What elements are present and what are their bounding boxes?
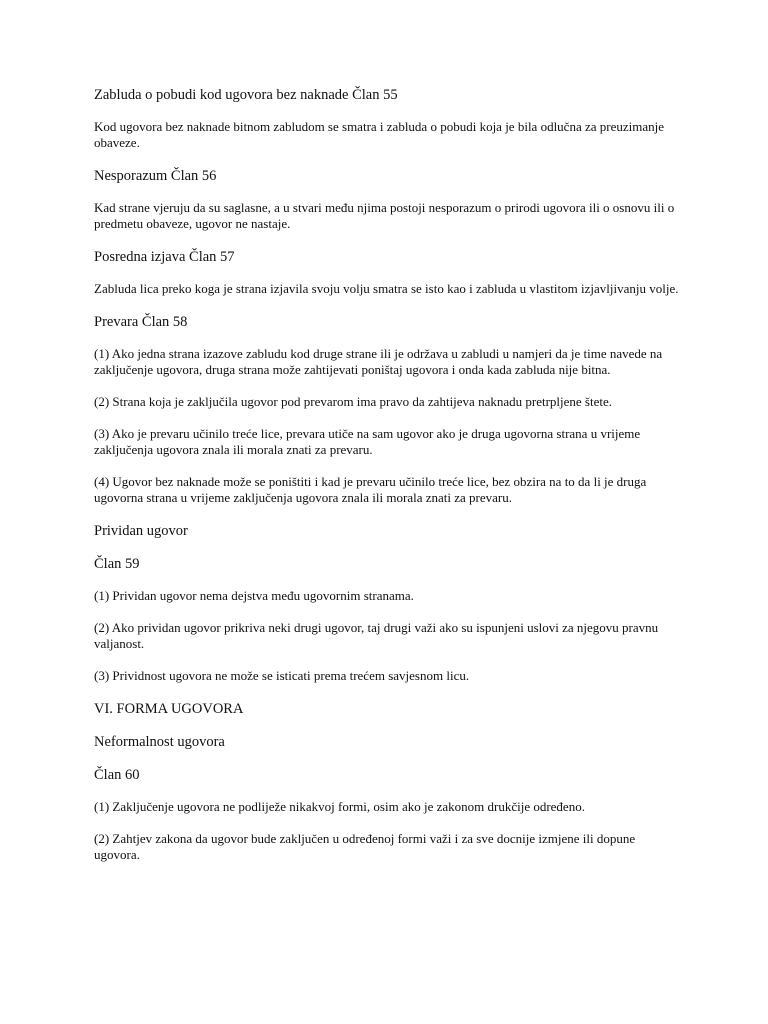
paragraph-clan-55: Kod ugovora bez naknade bitnom zabludom se smatra i zabluda o pobudi koja je bila odlučna za preuzimanje obaveze.	[94, 119, 665, 150]
paragraph-clan-59-3: (3) Prividnost ugovora ne može se isticati prema trećem savjesnom licu.	[94, 668, 470, 683]
paragraph-clan-58-1: (1) Ako jedna strana izazove zabludu kod druge strane ili je održava u zabludi u namjeri da je time navede na zaključenje ugovora, druga strana može zahtijevati poništaj ugovora i onda kada zabluda nije bitna.	[94, 346, 663, 377]
paragraph-clan-58-2: (2) Strana koja je zaključila ugovor pod prevarom ima pravo da zahtijeva naknadu pretrpljene štete.	[94, 394, 612, 409]
paragraph-clan-60-2: (2) Zahtjev zakona da ugovor bude zaključen u određenoj formi važi i za sve docnije izmjene ili dopune ugovora.	[94, 831, 636, 862]
heading-clan-58: Prevara Član 58	[94, 314, 188, 330]
paragraph-clan-58-4: (4) Ugovor bez naknade može se poništiti i kad je prevaru učinilo treće lice, bez obzira na to da li je druga ugovorna strana u vrijeme zaključenja ugovora znala ili morala znati za prevaru.	[94, 474, 647, 505]
heading-neformalnost-ugovora: Neformalnost ugovora	[94, 734, 225, 750]
heading-clan-57: Posredna izjava Član 57	[94, 249, 235, 265]
paragraph-clan-57: Zabluda lica preko koga je strana izjavila svoju volju smatra se isto kao i zabluda u vlastitom izjavljivanju volje.	[94, 281, 679, 296]
heading-clan-60: Član 60	[94, 767, 140, 783]
heading-clan-56: Nesporazum Član 56	[94, 168, 217, 184]
paragraph-clan-58-3: (3) Ako je prevaru učinilo treće lice, prevara utiče na sam ugovor ako je druga ugovorna strana u vrijeme zaključenja ugovora znala ili morala znati za prevaru.	[94, 426, 641, 457]
heading-clan-55: Zabluda o pobudi kod ugovora bez naknade Član 55	[94, 87, 398, 103]
heading-forma-ugovora: VI. FORMA UGOVORA	[94, 701, 244, 717]
paragraph-clan-59-2: (2) Ako prividan ugovor prikriva neki drugi ugovor, taj drugi važi ako su ispunjeni uslovi za njegovu pravnu valjanost.	[94, 620, 659, 651]
heading-clan-59: Član 59	[94, 556, 140, 572]
paragraph-clan-59-1: (1) Prividan ugovor nema dejstva među ugovornim stranama.	[94, 588, 414, 603]
paragraph-clan-60-1: (1) Zaključenje ugovora ne podliježe nikakvoj formi, osim ako je zakonom drukčije određeno.	[94, 799, 585, 814]
paragraph-clan-56: Kad strane vjeruju da su saglasne, a u stvari među njima postoji nesporazum o prirodi ugovora ili o osnovu ili o predmetu obaveze, ugovor ne nastaje.	[94, 200, 675, 231]
heading-prividan-ugovor: Prividan ugovor	[94, 523, 188, 539]
document-page	[94, 86, 684, 879]
